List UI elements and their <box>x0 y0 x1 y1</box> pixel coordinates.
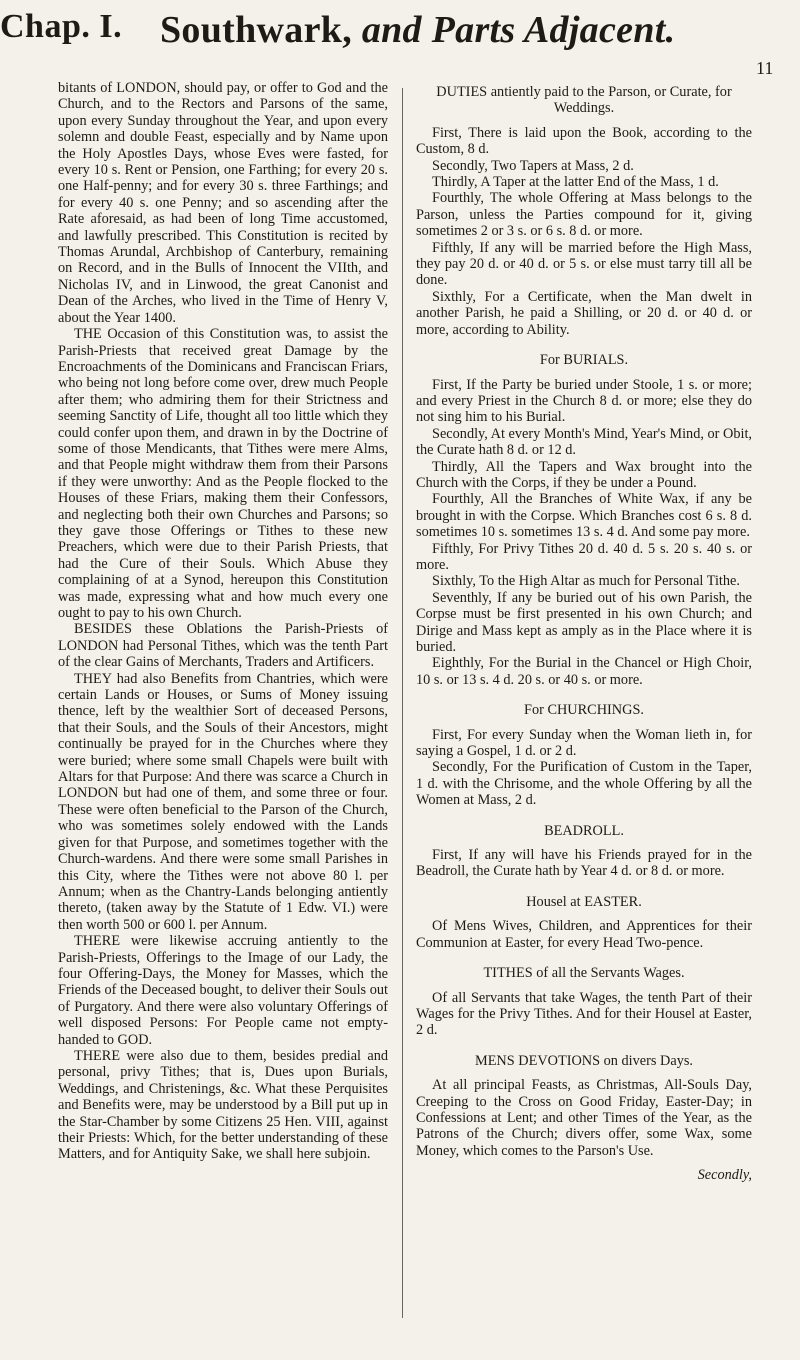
list-item: Fourthly, All the Branches of White Wax, if any be brought in with the Corpse. Which Branches cost 6 s. 8 d. sometimes 10 s. sometimes 13 s. 4 d. And some pay more. <box>416 491 752 541</box>
paragraph: THEY had also Benefits from Chantries, which were certain Lands or Houses, or Sums of Money issuing thence, left by the wealthier Sort of deceased Persons, that their Souls, and the Souls of their Ancestors, might continually be prayed for in the Churches where they were buried; where some small Chapels were built with Altars for that Purpose: And there was scarce a Church in LONDON but had one of them, and some three or four. These were often beneficial to the Parson of the Church, who was sometimes solely endowed with the Lands given for that Purpose, and sometimes together with the Church-wardens. And there were some small Parishes in this City, where the Tithes were not above 80 l. per Annum; when as the Chantry-Lands belonging antiently thereto, (taken away by the Statute of 1 Edw. VI.) were then worth 500 or 600 l. per Annum. <box>58 670 388 933</box>
section-heading-beadroll: BEADROLL. <box>544 822 624 839</box>
list-item: First, There is laid upon the Book, according to the Custom, 8 d. <box>416 124 752 158</box>
paragraph: THE Occasion of this Constitution was, to assist the Parish-Priests that received great Damage by the Encroachments of the Dominicans and Franciscan Friars, who being not long before come over, drew much People after them; who admiring them for their Strictness and seeming Sanctity of Life, thought all too little which they could confer upon them, and drawn in by the Doctrine of some of those Mendicants, that Tithes were mere Alms, and that People might withdraw them from their Parsons if they were unworthy: And as the People flocked to the Houses of these Friars, making them their Confessors, and neglecting both their own Churches and Parsons; so they gave those Offerings or Tithes to these new Preachers, which were due to their Parish Priests, that had the Cure of their Souls. Which Abuse they complaining of at a Synod, hereupon this Constitution was made, expressing what and how much every one ought to pay to his own Church. <box>58 326 388 621</box>
list-item: Of Mens Wives, Children, and Apprentices for their Communion at Easter, for every Head Two-pence. <box>416 918 752 951</box>
list-item: Fifthly, If any will be married before the High Mass, they pay 20 d. or 40 d. or 5 s. or else must tarry till all be done. <box>416 239 752 289</box>
section-heading-burials: For BURIALS. <box>539 352 629 369</box>
list-item: Thirdly, All the Tapers and Wax brought into the Church with the Corps, if they be under a Pound. <box>416 458 752 491</box>
page-header <box>0 0 800 84</box>
list-item: First, If any will have his Friends prayed for in the Beadroll, the Curate hath by Year 4 d. or 8 d. or more. <box>416 847 752 880</box>
left-column <box>58 80 388 1163</box>
running-title <box>160 8 675 52</box>
list-item: Sixthly, For a Certificate, when the Man dwelt in another Parish, he paid a Shilling, or 20 d. or 40 d. or more, according to Ability. <box>416 288 752 338</box>
section-heading-tithes: TITHES of all the Servants Wages. <box>483 965 685 982</box>
section-heading-devotions: MENS DEVOTIONS on divers Days. <box>474 1052 693 1069</box>
list-item: Eighthly, For the Burial in the Chancel or High Choir, 10 s. or 13 s. 4 d. 20 s. or 40 s. or more. <box>416 655 752 688</box>
paragraph: THERE were also due to them, besides predial and personal, privy Tithes; that is, Dues upon Burials, Weddings, and Christenings, &c. What these Perquisites and Benefits were, may be understood by a Bill put up in the Star-Chamber by some Citizens 25 Hen. VIII, against their Priests: Which, for the better understanding of these Matters, and for Antiquity Sake, we shall here subjoin. <box>58 1047 388 1163</box>
running-title-rest: and Parts Adjacent. <box>361 9 676 51</box>
list-item: First, For every Sunday when the Woman lieth in, for saying a Gospel, 1 d. or 2 d. <box>416 726 752 760</box>
column-divider <box>402 88 403 1318</box>
list-item: At all principal Feasts, as Christmas, All-Souls Day, Creeping to the Cross on Good Friday, Easter-Day; in Confessions at Lent; and other Times of the Year, as the Patrons of the Church; divers offer, some Wax, some Money, which comes to the Parson's Use. <box>416 1077 752 1159</box>
page-number: 11 <box>756 58 774 78</box>
list-item: Fourthly, The whole Offering at Mass belongs to the Parson, unless the Parties compound for it, giving sometimes 2 or 3 s. or 6 s. 8 d. or more. <box>416 190 752 240</box>
section-heading-churchings: For CHURCHINGS. <box>524 702 644 719</box>
catchword: Secondly, <box>697 1167 752 1184</box>
list-item: Sixthly, To the High Altar as much for Personal Tithe. <box>432 573 740 590</box>
list-item: Thirdly, A Taper at the latter End of the Mass, 1 d. <box>432 174 719 191</box>
paragraph: bitants of LONDON, should pay, or offer to God and the Church, and to the Rectors and Parsons of the same, upon every Sunday throughout the Year, and upon every solemn and double Feast, especially and by Name upon the Holy Apostles Days, whose Eves were fasted, for every 10 s. Rent or Pension, one Farthing; for every 20 s. one Half-penny; and for every 30 s. three Farthings; and for every 40 s. one Penny; and so ascending after the Rate aforesaid, as had been of long Time accustomed, and lawfully prescribed. This Constitution is recited by Thomas Arundal, Archbishop of Canterbury, remaining on Record, and in the Bulls of Innocent the VIIth, and Nicholas IV, and in Linwood, the great Canonist and Dean of the Arches, who lived in the Time of Henry V, about the Year 1400. <box>58 80 388 326</box>
list-item: Seventhly, If any be buried out of his own Parish, the Corpse must be first presented in his own Church; and Dirige and Mass kept as amply as in the Place where it is buried. <box>416 589 752 655</box>
paragraph: THERE were likewise accruing antiently to the Parish-Priests, Offerings to the Image of our Lady, the four Offering-Days, the Money for Masses, which the Friends of the Deceased bought, to deliver their Souls out of Purgatory. And there were also voluntary Offerings of well disposed Persons: For People came not empty-handed to GOD. <box>58 933 388 1048</box>
list-item: First, If the Party be buried under Stoole, 1 s. or more; and every Priest in the Church 8 d. or more; else they do not sing him to his Burial. <box>416 376 752 426</box>
list-item: Fifthly, For Privy Tithes 20 d. 40 d. 5 s. 20 s. 40 s. or more. <box>416 540 752 573</box>
section-heading-weddings: DUTIES antiently paid to the Parson, or Curate, for Weddings. <box>436 84 732 117</box>
section-heading-housel: Housel at EASTER. <box>526 893 642 910</box>
list-item: Secondly, At every Month's Mind, Year's Mind, or Obit, the Curate hath 8 d. or 12 d. <box>416 425 752 459</box>
chapter-label: Chap. I. <box>0 8 123 45</box>
paragraph: BESIDES these Oblations the Parish-Priests of LONDON had Personal Tithes, which was the tenth Part of the clear Gains of Merchants, Traders and Artificers. <box>58 621 388 671</box>
list-item: Of all Servants that take Wages, the tenth Part of their Wages for the Privy Tithes. And for their Housel at Easter, 2 d. <box>416 989 752 1039</box>
list-item: Secondly, Two Tapers at Mass, 2 d. <box>432 157 634 174</box>
right-column <box>416 80 752 1184</box>
list-item: Secondly, For the Purification of Custom in the Taper, 1 d. with the Chrisome, and the whole Offering by all the Women at Mass, 2 d. <box>416 759 752 809</box>
running-title-place: Southwark, <box>160 9 352 51</box>
